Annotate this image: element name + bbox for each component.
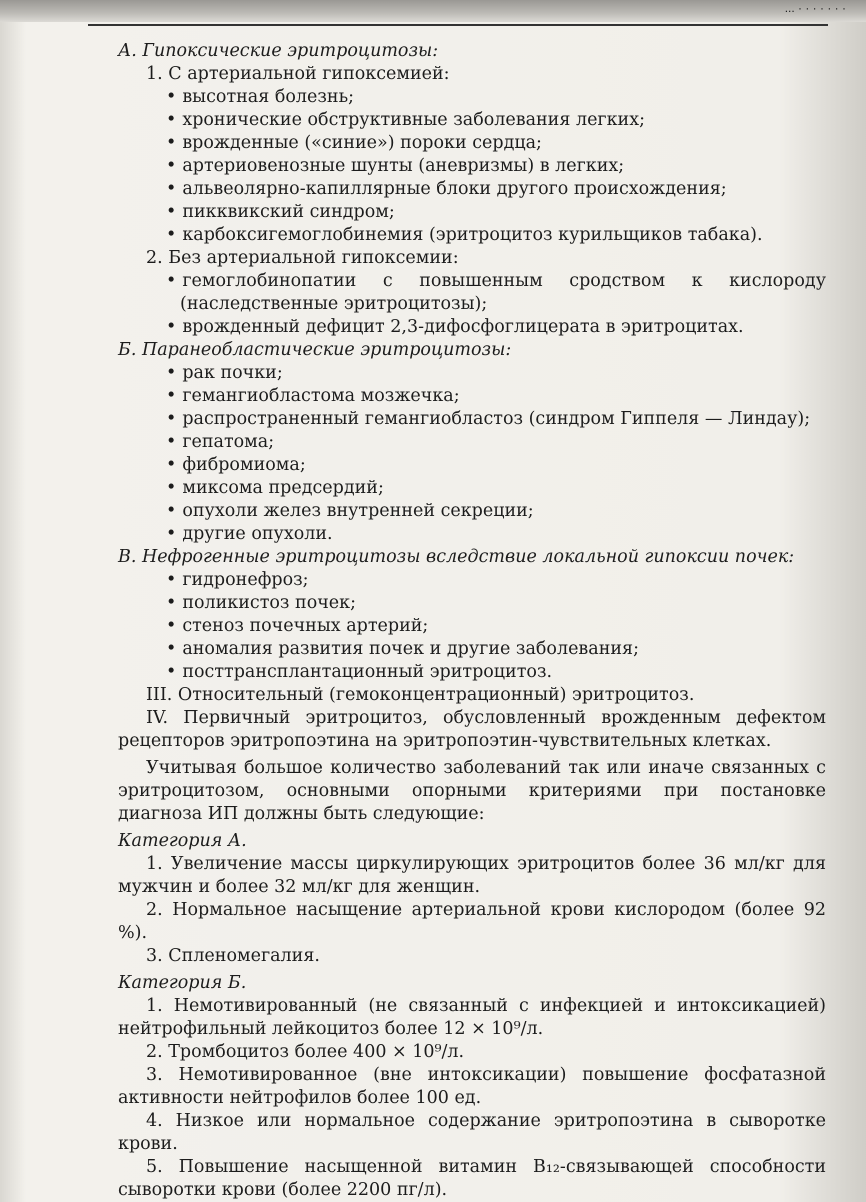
bullet-icon: • xyxy=(166,593,177,613)
bullet-icon: • xyxy=(166,271,177,291)
bullet-icon: • xyxy=(166,662,177,682)
list-item: • миксома предсердий; xyxy=(166,478,384,498)
bullet-icon: • xyxy=(166,501,177,521)
list-item: • гидронефроз; xyxy=(166,570,309,590)
bullet-icon: • xyxy=(166,570,177,590)
group1-title: 1. С артериальной гипоксемией: xyxy=(146,64,450,84)
list-item: • карбоксигемоглобинемия (эритроцитоз курильщиков табака). xyxy=(166,225,763,245)
para-iv: IV. Первичный эритроцитоз, обусловленный врожденным дефектом рецепторов эритропоэтина на эритропоэтин-чувствительных клетках. xyxy=(118,708,826,751)
bullet-icon: • xyxy=(166,202,177,222)
category-b-item: 1. Немотивированный (не связанный с инфекцией и интоксикацией) нейтрофильный лейкоцитоз более 12 × 10⁹/л. xyxy=(118,996,826,1039)
section-v-title: В. Нефрогенные эритроцитозы вследствие локальной гипоксии почек: xyxy=(118,547,795,567)
list-item: • альвеолярно-капиллярные блоки другого происхождения; xyxy=(166,179,727,199)
list-item: • аномалия развития почек и другие заболевания; xyxy=(166,639,639,659)
list-item: • опухоли желез внутренней секреции; xyxy=(166,501,534,521)
para-intro: Учитывая большое количество заболеваний так или иначе связанных с эритроцитозом, основными опорными критериями при постановке диагноза ИП должны быть следующие: xyxy=(118,758,826,824)
bullet-icon: • xyxy=(166,616,177,636)
list-item: • хронические обструктивные заболевания легких; xyxy=(166,110,645,130)
bullet-icon: • xyxy=(166,156,177,176)
category-b-item: 5. Повышение насыщенной витамин B₁₂-связывающей способности сыворотки крови (более 2200 пг/л). xyxy=(118,1157,826,1200)
bullet-icon: • xyxy=(166,87,177,107)
category-b-item: 4. Низкое или нормальное содержание эритропоэтина в сыворотке крови. xyxy=(118,1111,826,1154)
bullet-icon: • xyxy=(166,225,177,245)
list-item: • высотная болезнь; xyxy=(166,87,355,107)
list-item: • врожденный дефицит 2,3-дифосфоглицерата в эритроцитах. xyxy=(166,317,744,337)
category-a-title: Категория А. xyxy=(118,831,247,851)
header-rule xyxy=(88,24,828,26)
bullet-icon: • xyxy=(166,386,177,406)
category-b-title: Категория Б. xyxy=(118,973,247,993)
bullet-icon: • xyxy=(166,639,177,659)
bullet-icon: • xyxy=(166,524,177,544)
bullet-icon: • xyxy=(166,110,177,130)
running-head: ... · · · · · · · xyxy=(784,1,846,15)
bullet-icon: • xyxy=(166,179,177,199)
category-a-item: 3. Спленомегалия. xyxy=(146,946,320,966)
list-item: • посттрансплантационный эритроцитоз. xyxy=(166,662,553,682)
section-a-title: А. Гипоксические эритроцитозы: xyxy=(118,41,439,61)
bullet-icon: • xyxy=(166,432,177,452)
list-item: • гемангиобластома мозжечка; xyxy=(166,386,460,406)
list-item: • гемоглобинопатии с повышенным сродством к кислороду (наследственные эритроцитозы); xyxy=(166,271,826,314)
bullet-icon: • xyxy=(166,455,177,475)
list-item: • рак почки; xyxy=(166,363,283,383)
list-item: • другие опухоли. xyxy=(166,524,333,544)
page-header-strip xyxy=(0,0,866,22)
group2-title: 2. Без артериальной гипоксемии: xyxy=(146,248,459,268)
list-item: • стеноз почечных артерий; xyxy=(166,616,429,636)
list-item: • гепатома; xyxy=(166,432,275,452)
list-item: • врожденные («синие») пороки сердца; xyxy=(166,133,542,153)
category-b-item: 2. Тромбоцитоз более 400 × 10⁹/л. xyxy=(146,1042,465,1062)
bullet-icon: • xyxy=(166,317,177,337)
bullet-icon: • xyxy=(166,409,177,429)
list-item: • распространенный гемангиобластоз (синдром Гиппеля — Линдау); xyxy=(166,409,811,429)
bullet-icon: • xyxy=(166,133,177,153)
category-a-item: 2. Нормальное насыщение артериальной крови кислородом (более 92 %). xyxy=(118,900,826,943)
list-item: • пикквикский синдром; xyxy=(166,202,395,222)
para-iii: III. Относительный (гемоконцентрационный) эритроцитоз. xyxy=(146,685,695,705)
bullet-icon: • xyxy=(166,363,177,383)
page-content xyxy=(118,40,826,1202)
category-a-item: 1. Увеличение массы циркулирующих эритроцитов более 36 мл/кг для мужчин и более 32 мл/кг для женщин. xyxy=(118,854,826,897)
bullet-icon: • xyxy=(166,478,177,498)
list-item: • фибромиома; xyxy=(166,455,306,475)
section-b-title: Б. Паранеобластические эритроцитозы: xyxy=(118,340,512,360)
list-item: • артериовенозные шунты (аневризмы) в легких; xyxy=(166,156,625,176)
list-item: • поликистоз почек; xyxy=(166,593,356,613)
category-b-item: 3. Немотивированное (вне интоксикации) повышение фосфатазной активности нейтрофилов более 100 ед. xyxy=(118,1065,826,1108)
